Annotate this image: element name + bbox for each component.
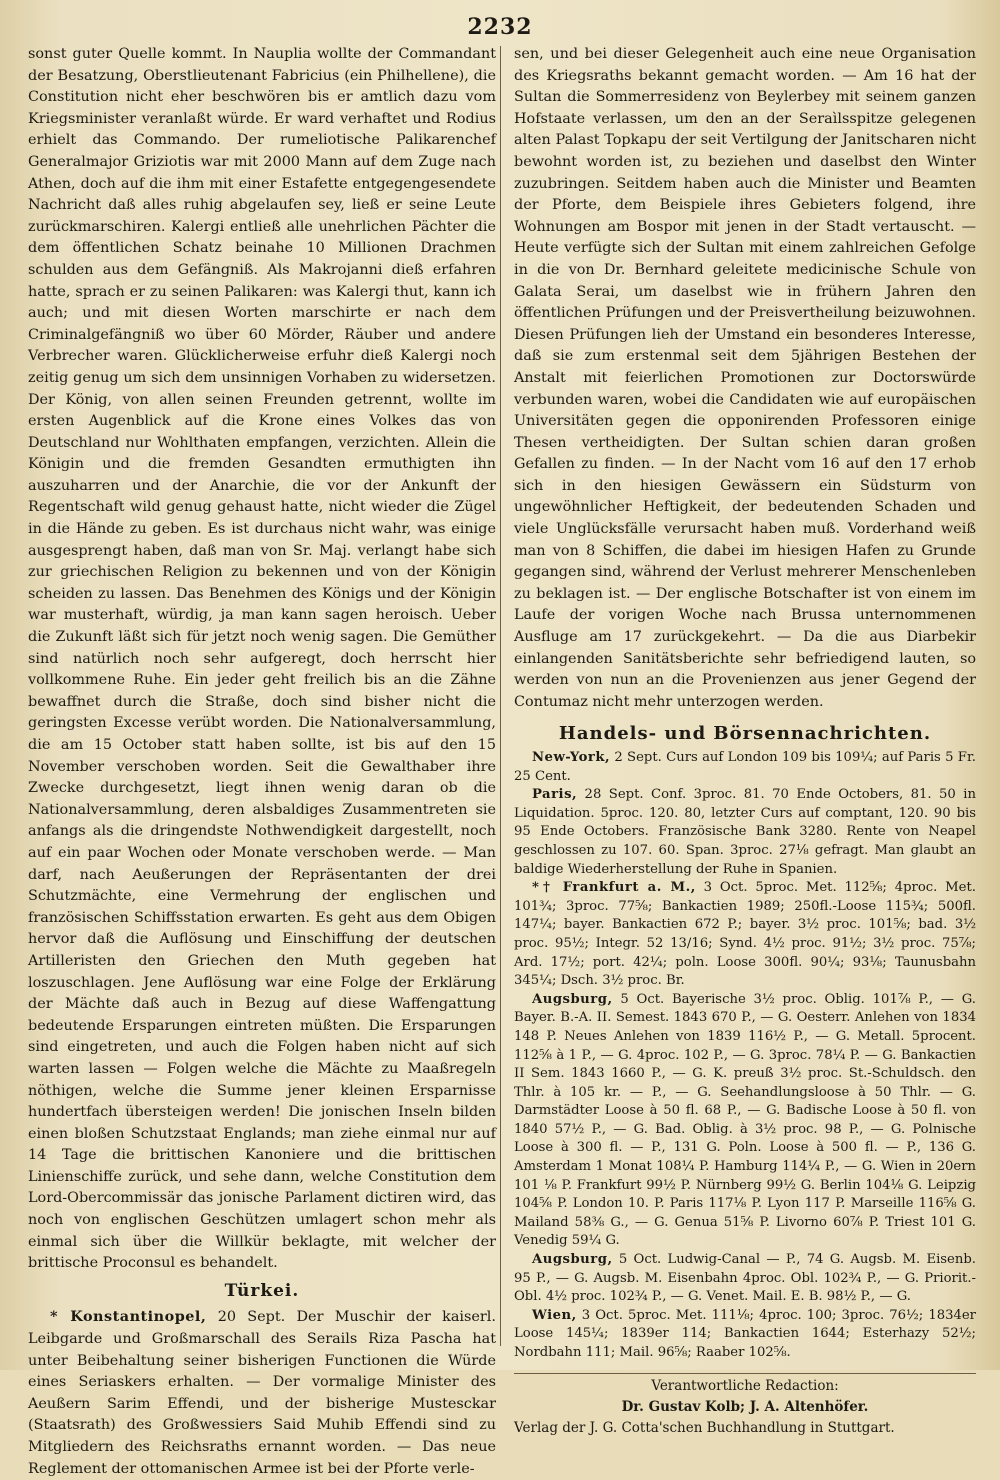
section-heading-market: Handels- und Börsennachrichten. (558, 723, 932, 745)
column-divider (500, 46, 501, 1346)
market-entry (514, 786, 976, 879)
imprint-editors: Dr. Gustav Kolb; J. A. Altenhöfer. (621, 1398, 869, 1415)
market-place: Augsburg, (532, 991, 613, 1007)
market-reports (514, 749, 976, 1363)
market-text: 3 Oct. 5proc. Met. 111⅛; 4proc. 100; 3proc. 76½; 1834er Loose 145¼; 1839er 114; Bankactien 1644; Esterhazy 52½; Nordbahn 111; Mail. 96⅝; Raaber 102⅝. (514, 1307, 976, 1360)
left-column (28, 44, 496, 1480)
market-text: 3 Oct. 5proc. Met. 112⅝; 4proc. Met. 101¾; 3proc. 77⅝; Bankactien 1989; 250fl.-Loose 115¾; 500fl. 147¼; bayer. Bankactien 672 P.; bayer. 3½ proc. 101⅝; bad. 3½ proc. 95½; Integr. 52 13/16; Synd. 4½ proc. 91½; 3½ proc. 75⅞; Ard. 17½; port. 42¼; poln. Loose 300fl. 90¼; 93⅛; Taunusbahn 345¼; Dsch. 3½ proc. Br. (514, 880, 976, 989)
market-entry (514, 1251, 976, 1307)
greece-report-paragraph: sonst guter Quelle kommt. In Nauplia wollte der Commandant der Besatzung, Oberstlieutenant Fabricius (ein Philhellene), die Constitution nicht eher beschwören bis er amtlich dazu vom Kriegsminister veranlaßt würde. Er ward verhaftet und Rodius erhielt das Commando. Der rumeliotische Palikarenchef Generalmajor Griziotis war mit 2000 Mann auf dem Zuge nach Athen, doch auf die ihm mit einer Estafette entgegengesendete Nachricht daß alles ruhig abgelaufen sey, ließ er seine Leute zurückmarschiren. Kalergi entließ alle unehrlichen Pächter die dem öffentlichen Schatz beinahe 10 Millionen Drachmen schulden aus dem Gefängniß. Als Makrojanni dieß erfahren hatte, sprach er zu seinen Palikaren: was Kalergi thut, kann ich auch; und mit diesen Worten marschirte er nach dem Criminalgefängniß wo über 60 Mörder, Räuber und andere Verbrecher waren. Glücklicherweise erfuhr dieß Kalergi noch zeitig genug um sich dem unsinnigen Vorhaben zu widersetzen. Der König, von allen seinen Freunden getrennt, wollte im ersten Augenblick auf die Krone eines Volkes das von Deutschland nur Wohlthaten empfangen, verzichten. Allein die Königin und die fremden Gesandten ermuthigten ihn auszuharren und der Anarchie, die vor der Ankunft der Regentschaft wild genug gehaust hatte, nicht wieder die Zügel in die Hände zu geben. Es ist durchaus nicht wahr, was einige ausgesprengt haben, daß man von Sr. Maj. verlangt habe sich zur griechischen Religion zu bekennen und von der Königin scheiden zu lassen. Das Benehmen des Königs und der Königin war musterhaft, würdig, ja man kann sagen heroisch. Ueber die Zukunft läßt sich für jetzt noch wenig sagen. Die Gemüther sind natürlich noch sehr aufgeregt, doch herrscht hier vollkommene Ruhe. Ein jeder geht freilich bis an die Zähne bewaffnet durch die Straße, doch sind bisher nicht die geringsten Excesse verübt worden. Die Nationalversammlung, die am 15 October statt haben sollte, ist bis auf den 15 November verschoben worden. Seit die Gewalthaber ihre Zwecke durchgesetzt, liegt ihnen wenig daran ob die Nationalversammlung, deren alsbaldiges Zusammentreten sie anfangs als die dringendste Nothwendigkeit dargestellt, noch auf ein paar Wochen oder Monate verschoben werde. — Man darf, nach Aeußerungen der Repräsentanten der drei Schutzmächte, eine Vermehrung der englischen und französischen Schiffsstation erwarten. Es geht aus dem Obigen hervor daß die Auflösung und Einschiffung der deutschen Artilleristen den Griechen den Muth gegeben hat loszuschlagen. Jene Auflösung war eine Folge der Erklärung der Mächte daß auch in Bezug auf diese Waffengattung bedeutende Ersparungen eintreten müßten. Die Ersparungen sind eingetreten, und auch die Folgen haben nicht auf sich warten lassen — Folgen welche die Mächte zu Maaßregeln nöthigen, welche die Summe jener kleinen Ersparnisse hundertfach übersteigen werden! Die jonischen Inseln bilden einen bloßen Schutzstaat Englands; man ziehe einmal nur auf 14 Tage die brittischen Kanoniere und die brittischen Linienschiffe zurück, und sehe dann, welche Constitution dem Lord-Obercommissär das jonische Parlament dictiren wird, das noch von englischen Geschützen umlagert schon mehr als einmal sich über die Willkür beklagte, mit welcher der brittische Proconsul es behandelt. (28, 46, 496, 1272)
section-heading-turkey: Türkei. (224, 1280, 300, 1301)
market-entry (514, 749, 976, 786)
market-text: 2 Sept. Curs auf London 109 bis 109¼; auf Paris 5 Fr. 25 Cent. (514, 750, 976, 784)
turkey-report-continued: sen, und bei dieser Gelegenheit auch eine neue Organisation des Kriegsraths bekannt gemacht worden. — Am 16 hat der Sultan die Sommerresidenz von Beylerbey mit seinem ganzen Hofstaate verlassen, um den an der Seraìlsspitze gelegenen alten Palast Topkapu der seit Vertilgung der Janitscharen nicht bewohnt worden ist, zu beziehen und daselbst den Winter zuzubringen. Seitdem haben auch die Minister und Beamten der Pforte, dem Beispiele ihres Gebieters folgend, ihre Wohnungen am Bospor mit jenen in der Stadt vertauscht. — Heute verfügte sich der Sultan mit einem zahlreichen Gefolge in die von Dr. Bernhard geleitete medicinische Schule von Galata Serai, um daselbst wie in frühern Jahren den öffentlichen Prüfungen und der Preisvertheilung beizuwohnen. Diesen Prüfungen lieh der Umstand ein besonderes Interesse, daß sie zum erstenmal seit dem 5jährigen Bestehen der Anstalt mit feierlichen Promotionen zur Doctorswürde verbunden waren, wobei die Candidaten wie auf europäischen Universitäten gegen die opponirenden Professoren einige Thesen vertheidigten. Der Sultan schien daran großen Gefallen zu finden. — In der Nacht vom 16 auf den 17 erhob sich in den hiesigen Gewässern ein Südsturm von ungewöhnlicher Heftigkeit, der bedeutenden Schaden und viele Unglücksfälle verursacht haben muß. Vorderhand weiß man von 8 Schiffen, die dabei im hiesigen Hafen zu Grunde gegangen sind, während der Verlust mehrerer Menschenleben zu beklagen ist. — Der englische Botschafter ist von einem im Laufe der vorigen Woche nach Brussa unternommenen Ausfluge am 17 zurückgekehrt. — Da die aus Diarbekir einlangenden Sanitätsberichte sehr befriedigend lauten, so werden von nun an die Provenienzen aus jener Gegend der Contumaz nicht mehr unterzogen werden. (514, 46, 976, 710)
dateline-place: * Konstantinopel, (50, 1308, 207, 1326)
right-column (514, 44, 976, 1439)
market-text: 28 Sept. Conf. 3proc. 81. 70 Ende Octobers, 81. 50 in Liquidation. 5proc. 120. 80, letzter Curs auf comptant, 120. 90 bis 95 Ende Octobers. Französische Bank 3280. Rente von Neapel geschlossen zu 107. 60. Span. 3proc. 27⅛ gefragt. Man glaubt an baldige Wiederherstellung der Ruhe in Spanien. (514, 787, 976, 877)
market-text: 5 Oct. Bayerische 3½ proc. Oblig. 101⅞ P., — G. Bayer. B.-A. II. Semest. 1843 670 P., — G. Oesterr. Anlehen von 1834 148 P. Neues Anlehen von 1839 116½ P., — G. Metall. 5procent. 112⅝ à 1 P., — G. 4proc. 102 P., — G. 3proc. 78¼ P. — G. Bankactien II Sem. 1843 1660 P., — G. K. preuß 3½ proc. St.-Schuldsch. den Thlr. à 105 kr. — P., — G. Seehandlungsloose à 50 Thlr. — G. Darmstädter Loose à 50 fl. 68 P., — G. Badische Loose à 50 fl. von 1840 57½ P., — G. Bad. Oblig. à 3½ proc. 98 P., — G. Polnische Loose à 300 fl. — P., 131 G. Poln. Loose à 500 fl. — P., 136 G. Amsterdam 1 Monat 108¼ P. Hamburg 114¼ P., — G. Wien in 20ern 101 ⅛ P. Frankfurt 99½ P. Nürnberg 99½ G. Berlin 104⅛ G. Leipzig 104⅝ P. London 10. P. Paris 117⅛ P. Lyon 117 P. Marseille 116⅝ G. Mailand 58⅜ G., — G. Genua 51⅝ P. Livorno 60⅞ P. Triest 101 G. Venedig 59¼ G. (514, 991, 976, 1249)
market-entry (514, 991, 976, 1251)
market-place: Wien, (532, 1307, 577, 1323)
market-text: 5 Oct. Ludwig-Canal — P., 74 G. Augsb. M. Eisenb. 95 P., — G. Augsb. M. Eisenbahn 4proc. Obl. 102¾ P., — G. Priorit.-Obl. 4½ proc. 102¾ P., — G. Venet. Mail. E. B. 98½ P., — G. (514, 1252, 976, 1305)
market-entry (514, 1307, 976, 1363)
turkey-report-paragraph (28, 1306, 496, 1480)
imprint-responsible: Verantwortliche Redaction: (514, 1373, 976, 1397)
market-place: Augsburg, (532, 1252, 613, 1268)
page-number: 2232 (467, 14, 533, 40)
market-entry (514, 879, 976, 991)
imprint (514, 1373, 976, 1439)
market-place: New-York, (532, 750, 611, 765)
market-place: *† Frankfurt a. M., (532, 880, 696, 896)
market-place: Paris, (532, 787, 578, 803)
imprint-publisher: Verlag der J. G. Cotta'schen Buchhandlung in Stuttgart. (514, 1419, 895, 1436)
turkey-report-text: 20 Sept. Der Muschir der kaiserl. Leibgarde und Großmarschall des Serails Riza Pascha hat unter Beibehaltung seiner bisherigen Functionen die Würde eines Seriaskers erhalten. — Der vormalige Minister des Aeußern Sarim Effendi, und der bisherige Mustesckar (Staatsrath) des Großwessiers Said Muhib Effendi sind zu Mitgliedern des Reichsraths ernannt worden. — Das neue Reglement der ottomanischen Armee ist bei der Pforte verle- (28, 1309, 496, 1477)
